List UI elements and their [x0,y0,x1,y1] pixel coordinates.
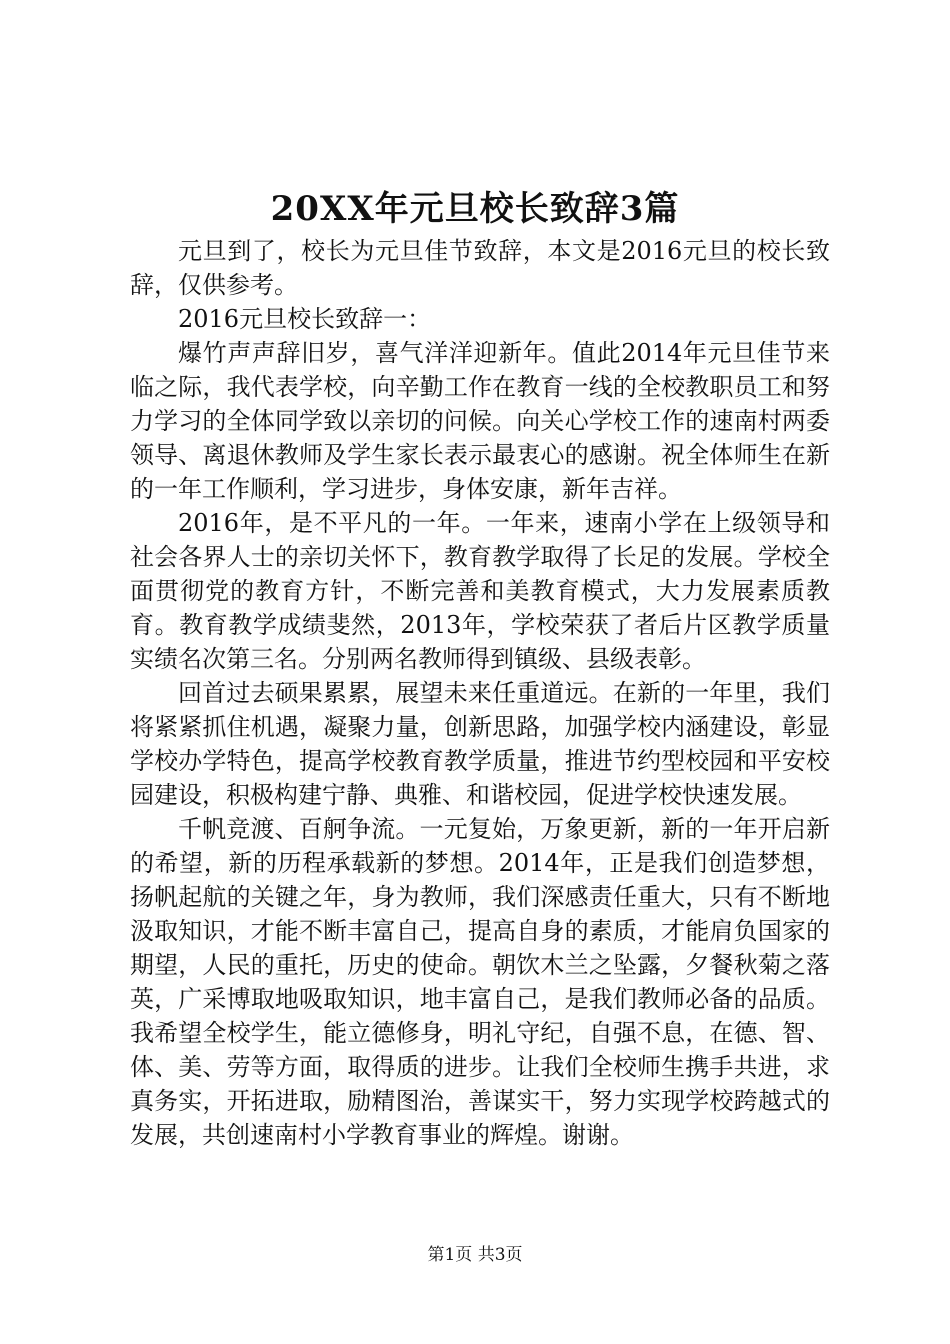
body-paragraph: 爆竹声声辞旧岁，喜气洋洋迎新年。值此2014年元旦佳节来临之际，我代表学校，向辛勤工作在教育一线的全校教职员工和努力学习的全体同学致以亲切的问候。向关心学校工作的速南村两委领导、离退休教师及学生家长表示最衷心的感谢。祝全体师生在新的一年工作顺利，学习进步，身体安康，新年吉祥。 [130,339,830,503]
document-title: 20XX年元旦校长致辞3篇 [270,189,680,229]
body-paragraph: 2016年，是不平凡的一年。一年来，速南小学在上级领导和社会各界人士的亲切关怀下，教育教学取得了长足的发展。学校全面贯彻党的教育方针，不断完善和美教育模式，大力发展素质教育。教育教学成绩斐然，2013年，学校荣获了者后片区教学质量实绩名次第三名。分别两名教师得到镇级、县级表彰。 [130,509,830,673]
body-paragraph: 回首过去硕果累累，展望未来任重道远。在新的一年里，我们将紧紧抓住机遇，凝聚力量，创新思路，加强学校内涵建设，彰显学校办学特色，提高学校教育教学质量，推进节约型校园和平安校园建设，积极构建宁静、典雅、和谐校园，促进学校快速发展。 [130,679,830,809]
page-footer: 第1页 共3页 [427,1245,523,1265]
body-paragraph: 千帆竞渡、百舸争流。一元复始，万象更新，新的一年开启新的希望，新的历程承载新的梦想。2014年，正是我们创造梦想，扬帆起航的关键之年，身为教师，我们深感责任重大，只有不断地汲取知识，才能不断丰富自己，提高自身的素质，才能肩负国家的期望，人民的重托，历史的使命。朝饮木兰之坠露，夕餐秋菊之落英，广采博取地吸取知识，地丰富自己，是我们教师必备的品质。我希望全校学生，能立德修身，明礼守纪，自强不息，在德、智、体、美、劳等方面，取得质的进步。让我们全校师生携手共进，求真务实，开拓进取，励精图治，善谋实干，努力实现学校跨越式的发展，共创速南村小学教育事业的辉煌。谢谢。 [130,815,830,1149]
document-body [130,234,830,1152]
section-heading: 2016元旦校长致辞一： [178,305,432,333]
intro-paragraph: 元旦到了，校长为元旦佳节致辞，本文是2016元旦的校长致辞，仅供参考。 [130,237,830,299]
